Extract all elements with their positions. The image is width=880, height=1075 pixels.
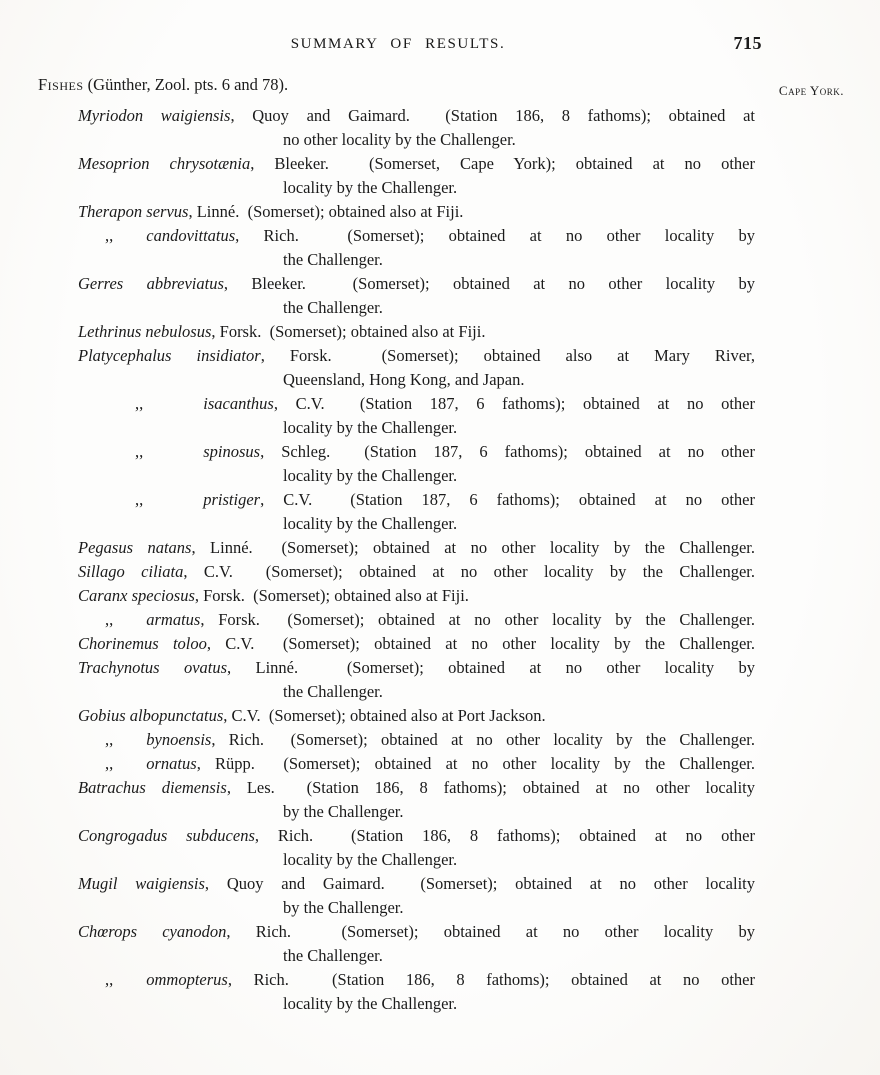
species-name: ommopterus [146,970,228,989]
species-name: Sillago ciliata [78,562,184,581]
species-entry [78,392,755,440]
entry-first-line [78,752,755,776]
species-name: Pegasus natans [78,538,192,557]
entry-text: , Rich. (Station 186, 8 fathoms); obtained at no other [227,970,755,989]
species-entry [78,968,755,1016]
species-entry [78,752,755,776]
species-name: Gobius albopunctatus [78,706,224,725]
ditto-gap [113,240,146,241]
entry-text: , Rich. (Somerset); obtained at no other locality by [235,226,755,245]
entry-text: , C.V. (Somerset); obtained also at Port Jackson. [223,706,546,725]
entry-text: , Rich. (Somerset); obtained at no other locality by [226,922,755,941]
entry-first-line [78,104,755,128]
entry-text: , C.V. (Station 187, 6 fathoms); obtained at no other [260,490,755,509]
species-entry [78,344,755,392]
entry-continuation-line: locality by the Challenger. [283,850,458,869]
entry-continuation-line: by the Challenger. [283,802,404,821]
entry-first-line [78,632,755,656]
species-entry [78,536,755,560]
ditto-indent [78,504,135,505]
entry-first-line [78,152,755,176]
entry-text: , Rüpp. (Somerset); obtained at no other locality by the Challenger. [196,754,755,773]
species-name: Platycephalus insidiator [78,346,261,365]
species-name: ornatus [146,754,197,773]
page-number: 715 [733,33,762,53]
species-name: Chœrops cyanodon [78,922,227,941]
entry-first-line [78,824,755,848]
entry-first-line [78,704,755,728]
entry-first-line [78,560,755,584]
species-name: Lethrinus nebulosus [78,322,212,341]
ditto-indent [78,408,135,409]
entry-first-line [78,536,755,560]
entry-text: , C.V. (Station 187, 6 fathoms); obtained at no other [273,394,755,413]
entry-first-line [78,920,755,944]
ditto-gap [143,504,203,505]
entry-continuation-line: the Challenger. [283,250,383,269]
species-name: spinosus [203,442,261,461]
species-entry [78,704,755,728]
entry-continuation-line: locality by the Challenger. [283,514,458,533]
entry-first-line [78,728,755,752]
entry-text: , Quoy and Gaimard. (Station 186, 8 fathoms); obtained at [230,106,755,125]
entry-text: , C.V. (Somerset); obtained at no other locality by the Challenger. [206,634,755,653]
entry-continuation-line: the Challenger. [283,298,383,317]
entry-continuation-line: by the Challenger. [283,898,404,917]
entry-text: , Forsk. (Somerset); obtained also at Fiji. [194,586,469,605]
species-list [78,104,755,1016]
species-entry [78,272,755,320]
species-entry [78,584,755,608]
ditto-mark: ,, [135,394,144,413]
entry-first-line [78,872,755,896]
ditto-indent [78,744,105,745]
entry-first-line [78,224,755,248]
entry-continuation-line: no other locality by the Challenger. [283,130,516,149]
ditto-mark: ,, [105,754,114,773]
entry-first-line [78,320,755,344]
entry-text: , Forsk. (Somerset); obtained also at Fiji. [211,322,486,341]
species-entry [78,488,755,536]
margin-note: Cape York. [778,83,844,98]
entry-continuation-line: locality by the Challenger. [283,418,458,437]
section-heading-label: Fishes [38,75,84,94]
ditto-indent [78,456,135,457]
species-name: Batrachus diemensis [78,778,227,797]
species-name: Gerres abbreviatus [78,274,224,293]
species-name: Mesoprion chrysotænia [78,154,251,173]
ditto-gap [113,744,146,745]
entry-text: , Bleeker. (Somerset); obtained at no other locality by [223,274,755,293]
entry-first-line [78,968,755,992]
ditto-indent [78,240,105,241]
ditto-indent [78,768,105,769]
entry-text: , Linné. (Somerset); obtained at no other locality by [227,658,756,677]
species-entry [78,776,755,824]
species-name: Caranx speciosus [78,586,195,605]
entry-first-line [78,776,755,800]
entry-text: , Linné. (Somerset); obtained at no other locality by the Challenger. [191,538,755,557]
species-entry [78,152,755,200]
entry-first-line [78,392,755,416]
species-entry [78,200,755,224]
species-entry [78,872,755,920]
species-name: armatus [146,610,201,629]
ditto-gap [143,408,203,409]
entry-continuation-line: Queensland, Hong Kong, and Japan. [283,370,525,389]
species-entry [78,224,755,272]
entry-text: , Bleeker. (Somerset, Cape York); obtained at no other [250,154,755,173]
ditto-mark: ,, [105,226,114,245]
species-name: Congrogadus subducens [78,826,255,845]
entry-continuation-line: the Challenger. [283,682,383,701]
ditto-gap [113,624,146,625]
species-name: isacanthus [203,394,274,413]
species-name: pristiger [203,490,261,509]
species-name: Chorinemus toloo [78,634,207,653]
section-heading-citation: (Günther, Zool. pts. 6 and 78). [83,75,289,94]
entry-text: , Les. (Station 186, 8 fathoms); obtained at no other locality [226,778,756,797]
species-entry [78,560,755,584]
running-header: SUMMARY OF RESULTS. [290,36,506,52]
entry-continuation-line: locality by the Challenger. [283,178,458,197]
entry-first-line [78,488,755,512]
species-entry [78,920,755,968]
species-name: candovittatus [146,226,236,245]
ditto-gap [143,456,203,457]
species-name: bynoensis [146,730,212,749]
species-entry [78,440,755,488]
species-name: Myriodon waigiensis [78,106,231,125]
species-entry [78,608,755,632]
entry-continuation-line: the Challenger. [283,946,383,965]
entry-first-line [78,656,755,680]
ditto-mark: ,, [105,610,114,629]
entry-text: , Rich. (Station 186, 8 fathoms); obtained at no other [254,826,755,845]
ditto-gap [113,984,146,985]
species-name: Trachynotus ovatus [78,658,228,677]
entry-first-line [78,200,755,224]
entry-first-line [78,584,755,608]
entry-continuation-line: locality by the Challenger. [283,994,458,1013]
ditto-mark: ,, [135,490,144,509]
species-entry [78,104,755,152]
entry-text: , Linné. (Somerset); obtained also at Fiji. [188,202,464,221]
species-entry [78,824,755,872]
entry-text: , Forsk. (Somerset); obtained also at Mary River, [260,346,755,365]
entry-first-line [78,608,755,632]
entry-continuation-line: locality by the Challenger. [283,466,458,485]
ditto-mark: ,, [105,970,114,989]
species-entry [78,320,755,344]
entry-text: , Quoy and Gaimard. (Somerset); obtained at no other locality [204,874,756,893]
ditto-indent [78,984,105,985]
species-entry [78,728,755,752]
entry-first-line [78,440,755,464]
ditto-mark: ,, [105,730,114,749]
entry-text: , Forsk. (Somerset); obtained at no other locality by the Challenger. [200,610,755,629]
species-entry [78,632,755,656]
entry-first-line [78,272,755,296]
ditto-mark: ,, [135,442,144,461]
ditto-indent [78,624,105,625]
entry-text: , Schleg. (Station 187, 6 fathoms); obtained at no other [260,442,755,461]
entry-text: , C.V. (Somerset); obtained at no other locality by the Challenger. [183,562,755,581]
species-name: Mugil waigiensis [78,874,205,893]
entry-first-line [78,344,755,368]
ditto-gap [113,768,146,769]
species-entry [78,656,755,704]
species-name: Therapon servus [78,202,189,221]
section-heading [38,75,288,95]
entry-text: , Rich. (Somerset); obtained at no other locality by the Challenger. [211,730,755,749]
